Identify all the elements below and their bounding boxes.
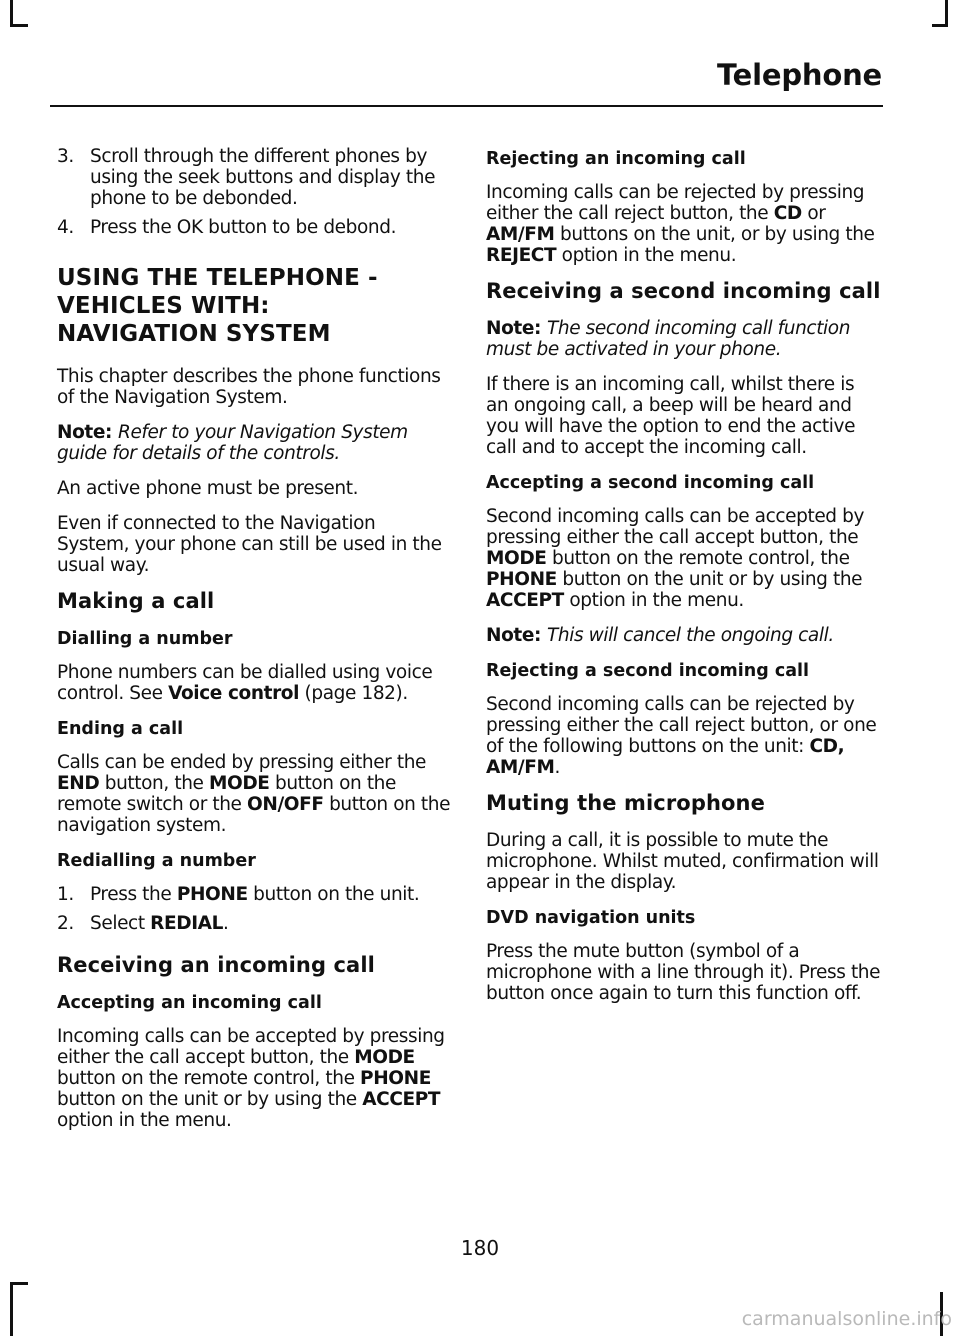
list-text: Scroll through the different phones by using the seek buttons and display the phone to be debonded. bbox=[90, 146, 436, 209]
watermark: carmanualsonline.info bbox=[741, 1308, 952, 1330]
text-run: Incoming calls can be accepted by pressing either the call accept button, the bbox=[57, 1026, 445, 1068]
accepting-second-paragraph bbox=[486, 506, 881, 611]
bold-term: CD bbox=[773, 203, 802, 224]
note-label: Note: bbox=[486, 625, 541, 646]
text-run: Select bbox=[90, 913, 151, 934]
heading-line-3: NAVIGATION SYSTEM bbox=[57, 321, 331, 347]
list-text: Press the OK button to be debond. bbox=[90, 217, 397, 238]
bold-term: REDIAL bbox=[150, 913, 223, 934]
bold-term: ACCEPT bbox=[362, 1089, 441, 1110]
text-run: option in the menu. bbox=[563, 590, 744, 611]
rejecting-paragraph bbox=[486, 182, 881, 266]
bold-term: CD, AM/FM bbox=[486, 736, 845, 778]
heading-ending-a-call: Ending a call bbox=[57, 719, 184, 739]
text-run: Incoming calls can be rejected by pressing either the call reject button, the bbox=[486, 182, 865, 224]
bold-term: MODE bbox=[354, 1047, 415, 1068]
note-text: Refer to your Navigation System guide for details of the controls. bbox=[57, 422, 408, 464]
text-run: Second incoming calls can be rejected by pressing either the call reject button, or one of the following buttons on the unit: bbox=[486, 694, 877, 757]
list-item-step-3 bbox=[57, 146, 452, 209]
note-text: The second incoming call function must be activated in your phone. bbox=[486, 318, 851, 360]
page-number: 180 bbox=[460, 1236, 500, 1260]
active-phone-paragraph: An active phone must be present. bbox=[57, 478, 359, 499]
intro-paragraph: This chapter describes the phone functions of the Navigation System. bbox=[57, 366, 441, 408]
note-text: This will cancel the ongoing call. bbox=[546, 625, 834, 646]
note-navigation-guide bbox=[57, 422, 452, 464]
connected-paragraph: Even if connected to the Navigation System, your phone can still be used in the usual way. bbox=[57, 513, 442, 576]
list-number: 3. bbox=[57, 146, 74, 167]
voice-control-link[interactable]: Voice control bbox=[168, 683, 300, 704]
muting-paragraph: During a call, it is possible to mute the microphone. Whilst muted, confirmation will appear in the display. bbox=[486, 830, 879, 893]
text-run: button on the unit or by using the bbox=[57, 1089, 363, 1110]
text-run: option in the menu. bbox=[556, 245, 737, 266]
left-column bbox=[57, 146, 452, 1145]
text-run: Second incoming calls can be accepted by pressing either the call accept button, the bbox=[486, 506, 865, 548]
bold-term: PHONE bbox=[176, 884, 248, 905]
bold-term: END bbox=[57, 773, 100, 794]
crop-mark-top-right-horizontal bbox=[932, 24, 948, 27]
heading-line-2: VEHICLES WITH: bbox=[57, 293, 270, 319]
list-number: 1. bbox=[57, 884, 74, 905]
crop-mark-bottom-left-horizontal bbox=[10, 1282, 28, 1285]
heading-making-a-call: Making a call bbox=[57, 589, 215, 613]
bold-term: AM/FM bbox=[486, 224, 555, 245]
text-run: button on the remote control, the bbox=[57, 1068, 361, 1089]
bold-term: REJECT bbox=[486, 245, 557, 266]
bold-term: PHONE bbox=[486, 569, 557, 590]
bold-term: ON/OFF bbox=[247, 794, 324, 815]
note-label: Note: bbox=[57, 422, 112, 443]
list-item-step-4 bbox=[57, 217, 452, 238]
crop-mark-top-left-horizontal bbox=[10, 24, 28, 27]
header-divider bbox=[50, 105, 883, 107]
heading-rejecting-incoming-call: Rejecting an incoming call bbox=[486, 149, 746, 169]
text-run: (page 182). bbox=[299, 683, 408, 704]
heading-redialling-a-number: Redialling a number bbox=[57, 851, 256, 871]
text-run: Calls can be ended by pressing either the bbox=[57, 752, 427, 773]
text-run: button, the bbox=[99, 773, 209, 794]
heading-line-1: USING THE TELEPHONE - bbox=[57, 265, 378, 291]
accepting-paragraph bbox=[57, 1026, 452, 1131]
bold-term: ACCEPT bbox=[486, 590, 564, 611]
bold-term: PHONE bbox=[360, 1068, 431, 1089]
right-column bbox=[486, 146, 881, 1018]
heading-accepting-second-call: Accepting a second incoming call bbox=[486, 473, 815, 493]
crop-mark-top-left-vertical bbox=[10, 0, 13, 26]
heading-receiving-second-call: Receiving a second incoming call bbox=[486, 279, 881, 303]
text-run: option in the menu. bbox=[57, 1110, 232, 1131]
heading-accepting-incoming-call: Accepting an incoming call bbox=[57, 993, 322, 1013]
heading-dialling-a-number: Dialling a number bbox=[57, 629, 233, 649]
note-cancel-ongoing-call bbox=[486, 625, 881, 646]
page-title: Telephone bbox=[716, 58, 882, 92]
list-number: 2. bbox=[57, 913, 74, 934]
note-second-call-function bbox=[486, 318, 881, 360]
heading-receiving-incoming-call: Receiving an incoming call bbox=[57, 953, 375, 977]
text-run: Phone numbers can be dialled using voice control. See bbox=[57, 662, 433, 704]
list-item-redial-2 bbox=[57, 913, 452, 934]
note-label: Note: bbox=[486, 318, 541, 339]
ending-paragraph bbox=[57, 752, 452, 836]
bold-term: MODE bbox=[208, 773, 270, 794]
crop-mark-top-right-vertical bbox=[945, 0, 948, 26]
text-run: button on the unit. bbox=[247, 884, 420, 905]
text-run: . bbox=[554, 757, 561, 778]
text-run: buttons on the unit, or by using the bbox=[554, 224, 875, 245]
heading-dvd-navigation-units: DVD navigation units bbox=[486, 908, 696, 928]
list-item-redial-1 bbox=[57, 884, 452, 905]
text-run: . bbox=[223, 913, 229, 934]
second-call-paragraph: If there is an incoming call, whilst there is an ongoing call, a beep will be heard and you will have the option to end the active call and to accept the incoming call. bbox=[486, 374, 856, 458]
heading-rejecting-second-call: Rejecting a second incoming call bbox=[486, 661, 810, 681]
dvd-paragraph: Press the mute button (symbol of a microphone with a line through it). Press the button once again to turn this function off. bbox=[486, 941, 881, 1004]
list-number: 4. bbox=[57, 217, 74, 238]
rejecting-second-paragraph bbox=[486, 694, 881, 778]
text-run: button on the unit or by using the bbox=[556, 569, 863, 590]
section-heading-using-telephone bbox=[57, 264, 452, 348]
text-run: button on the remote control, the bbox=[546, 548, 850, 569]
text-run: button on the remote switch or the bbox=[57, 773, 396, 815]
text-run: Press the bbox=[90, 884, 177, 905]
heading-muting-microphone: Muting the microphone bbox=[486, 791, 765, 815]
text-run: or bbox=[801, 203, 826, 224]
dialling-paragraph bbox=[57, 662, 452, 704]
text-run: button on the navigation system. bbox=[57, 794, 451, 836]
bold-term: MODE bbox=[486, 548, 547, 569]
